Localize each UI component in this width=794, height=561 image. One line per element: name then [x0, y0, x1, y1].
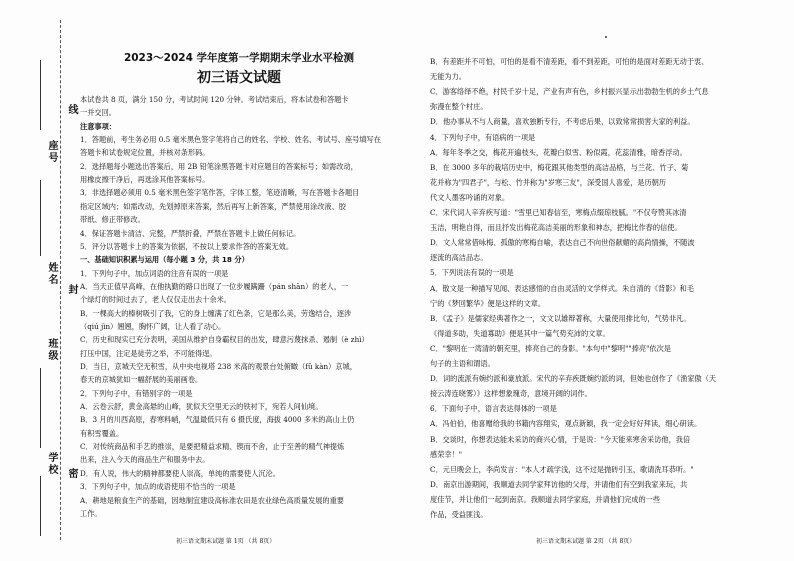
- school-blank: [40, 476, 41, 536]
- text-line: C．游客络绎不绝，村民千岁十足，产业有声有色，乡村振兴显示出勃勃生机的乡土气息: [430, 87, 709, 97]
- page-1-column: [80, 0, 398, 561]
- text-line: A．当天正值早高峰，在他执勤的路口出现了一位步履蹒跚（pán shān）的老人，一: [80, 281, 349, 291]
- text-line: 4．保证答题卡清洁、完整，严禁折叠，严禁在答题卡上做任何标记。: [80, 228, 301, 238]
- seat-number-blank: [40, 60, 41, 130]
- page-2-column: [430, 0, 770, 561]
- text-line: 作品，受益匪浅。: [430, 510, 488, 519]
- text-line: 一、基础知识积累与运用（每小题 3 分，共 18 分）: [80, 255, 249, 265]
- text-line: 1．答题前，考生务必用 0.5 毫米黑色签字笔将自己的姓名、学校、姓名、考试号、座号填写在: [80, 135, 381, 145]
- text-line: B．有差距并不可怕，可怕的是看不清差距，看不到差距，可怕的是面对差距无动于衷、: [430, 57, 709, 66]
- binding-char-seal: 封: [66, 284, 77, 296]
- binding-char-secret: 密: [66, 468, 77, 480]
- class-label: 班级: [46, 338, 57, 362]
- text-line: 《得道多助，失道寡助》便是其中一篇气势充沛的文章。: [430, 328, 610, 338]
- text-line: 代文人墨客吟诵的对象。: [430, 192, 510, 202]
- text-line: B．一棵高大的榛树吸引了我，它的身上缠满了红色条，它是那么美，劳逸结合，逐涉: [80, 308, 352, 318]
- text-line: 3．下列句子中，加点的成语使用不恰当的一项是: [80, 482, 236, 492]
- exam-title: 2023～2024 学年度第一学期期末学业水平检测: [123, 52, 355, 64]
- text-line: D．当日，京城天空无积雪，从中央电视塔 238 米高的观景台处俯瞰（fǔ kàn）京城，: [80, 362, 357, 371]
- text-line: D．有人说，伟大的精神都要使人崇高，单纯的需要使人沉沦。: [80, 468, 280, 478]
- text-line: C．历史和现实已充分表明，美国从维护自身霸权目的出发，肆意污蔑抹杀、遏制（è zhì）: [80, 335, 369, 345]
- text-line: 感荣幸！": [430, 449, 463, 459]
- text-line: 注意事项：: [80, 121, 116, 131]
- text-line: 玉洁，明艳自得，而且抒发出梅花高洁美丽的形象和神态，把梅比作春的信使。: [430, 223, 682, 233]
- exam-subtitle: 初三语文试题: [197, 70, 281, 86]
- text-line: C．元旦晚会上，李尚发言："本人才疏学浅，这不过是抛砖引玉，歌请洗耳恭听。": [430, 464, 694, 474]
- text-line: A．散文是一种描写见闻、表达感悟的自由灵活的文学样式。朱自清的《背影》和毛: [430, 283, 694, 293]
- text-line: C．对传统商品和手艺的推崇，是要把精益求精、锲而不舍，止于至善的精气神提炼: [80, 442, 345, 452]
- seat-number-label: 座号: [46, 140, 57, 164]
- text-line: 无能为力。: [430, 72, 466, 82]
- text-line: 接云涛连晓雾）》这样想象瑰奇，意境开阔的词作。: [430, 389, 592, 399]
- text-line: C．宋代词人辛弃疾写道："雪里已知春信至，寒梅点缀琼枝腻。"不仅夸赞其冰清: [430, 208, 687, 217]
- text-line: 花并称为"四君子"，与松、竹并称为"岁寒三友"，深受国人喜爱，是历朝历: [430, 177, 667, 187]
- text-line: B．在 3000 多年的栽培历史中，梅花跟其他类型的高洁品格，与兰花、竹子、菊: [430, 162, 689, 172]
- text-line: 答题卡和试卷规定位置，并核对条形码。: [80, 148, 210, 158]
- text-line: B．《孟子》是儒家经典著作之一，文文以雄辩著称，大量使用排比句，气势非凡。: [430, 313, 691, 323]
- text-line: 5．评分以答题卡上的答案为依据，不按以上要求作答的答案无效。: [80, 241, 294, 251]
- text-line: B．交谈时，你想表达能未采访的商兴心情，于是说："今天能来寒舍采访他，我倍: [430, 434, 691, 444]
- text-line: 出来，注入今天的商品生产和服务中去。: [80, 455, 210, 465]
- text-line: 2．下列句子中，有错别字的一项是: [80, 388, 193, 398]
- text-line: 指定区域内；如需改动，先划掉原来答案，然后再写上新答案，严禁使用涂改液、胶: [80, 201, 346, 211]
- page-1-footer: 初三语文期末试题 第 1页 （共 8页）: [176, 538, 276, 545]
- text-line: C．"黎明在一湾清的朝充里，捧亮自己的身影。"本句中"黎明""捧亮"依次是: [430, 343, 671, 353]
- class-blank: [40, 368, 41, 448]
- text-line: 宁的《梦回繁华》便是这样的文章。: [430, 298, 546, 308]
- school-label: 学校: [46, 452, 57, 476]
- text-line: 2．选择题每小题选出答案后，用 2B 铅笔涂黑答题卡对应题目的答案标号；如需改动，: [80, 161, 358, 171]
- text-line: D．南京出游期间，我顺道去同学家拜访他的父母，并请他们有空到我家来玩，共: [430, 479, 688, 489]
- text-line: 打压中国，注定是徒劳之举，不可能得逞。: [80, 348, 217, 358]
- text-line: A．云卷云舒，黄金高悬的山峰，犹似天空里无云的铁衬下，宛若人间仙境。: [80, 402, 323, 412]
- text-line: 一并交回。: [80, 108, 116, 118]
- text-line: 弥漫在整个村庄。: [430, 102, 488, 112]
- text-line: D．文人常常借咏梅、孤傲的寒梅自喻，表达自己不向世俗献媚的高尚情操，不随波: [430, 238, 695, 248]
- text-line: 春天的京城犹如一幅舒展的美丽画卷。: [80, 375, 203, 385]
- name-blank: [40, 180, 41, 256]
- text-line: 有积雪覆盖。: [80, 428, 124, 438]
- text-line: A．每年冬季之交，梅花开遍枝头，花瓣白似雪、粉似霞，花蕊清雅，暗香浮动。: [430, 147, 687, 157]
- text-line: 带纸、修正带修改。: [80, 215, 145, 225]
- text-line: 4．下列句子中，有语病的一项是: [430, 132, 536, 142]
- text-line: A．冯伯伯，他喜赠给我的书籍内容翔实，观点新颖，我一定会好好拜读，细心研读。: [430, 419, 702, 429]
- page-2-footer: 初三语文期末试题 第 2页 （共 8页）: [536, 538, 636, 545]
- text-line: 句子的主语和谓语。: [430, 359, 495, 368]
- text-line: 用橡皮擦干净后，再选涂其他答案标号。: [80, 175, 210, 185]
- text-line: （qiú jìn）翘翘，胸怀广阔，让人看了动心。: [80, 321, 226, 331]
- text-line: 6．下面句子中，语言表达得体的一项是: [430, 404, 557, 414]
- text-line: 个绿灯的时间过去了，老人仅仅走出去十余米。: [80, 295, 231, 305]
- seal-line: [60, 20, 61, 540]
- text-line: 度佳节，并让他们一起到南京。我顺道去同学家庭，并请他们完成的一些: [430, 494, 661, 504]
- text-line: B．3 月的川西高原，春寒料峭，气温最低只有 6 摄氏度，海拔 4000 多米的高山上仍: [80, 415, 355, 425]
- scan-dot: [605, 36, 607, 38]
- text-line: 1．下列句子中，加点词语的注音有误的一项是: [80, 268, 229, 278]
- text-line: 工作。: [80, 508, 102, 518]
- binding-char-line: 线: [66, 104, 77, 116]
- binding-margin: [0, 0, 82, 561]
- text-line: D．他办事从不与人商量，喜欢独断专行，不考虑后果，以致常常损害大家的利益。: [430, 117, 695, 127]
- name-label: 姓名: [46, 262, 57, 286]
- text-line: 3．非选择题必须用 0.5 毫米黑色签字笔作答，字体工整，笔迹清晰，写在答题卡各题目: [80, 188, 360, 198]
- text-line: 5．下列说法有误的一项是: [430, 268, 514, 278]
- text-line: 本试卷共 8 页，满分 150 分，考试时间 120 分钟。考试结束后，将本试卷和答题卡: [80, 95, 349, 104]
- text-line: A．耕地是粮食生产的基础，因地制宜建设高标准农田是农业绿色高质量发展的重要: [80, 495, 344, 505]
- text-line: 逐流的高洁品志。: [430, 253, 488, 263]
- text-line: D．词的流派有婉约派和豪放派。宋代的辛弃疾既婉约派的词，但她也创作了《渔家傲（天: [430, 374, 717, 384]
